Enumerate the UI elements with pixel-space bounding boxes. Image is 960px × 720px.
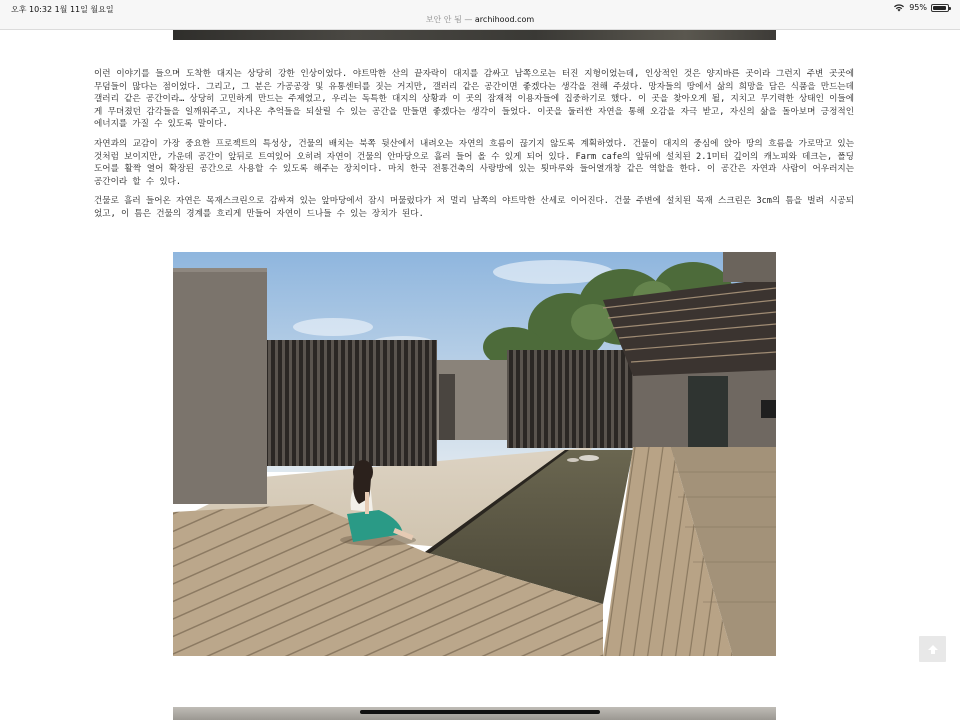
article-body [94, 68, 854, 228]
status-time: 오후 10:32 1월 11일 월요일 [11, 5, 114, 14]
previous-image [173, 30, 776, 40]
home-indicator[interactable] [360, 710, 600, 714]
security-label: 보안 안 됨 — [425, 15, 473, 24]
battery-fill [933, 6, 946, 10]
status-icons [893, 3, 949, 12]
address-domain: archihood.com [474, 15, 535, 24]
status-bar [0, 0, 960, 30]
article-paragraph: 자연과의 교감이 가장 중요한 프로젝트의 특성상, 건물의 배치는 북쪽 뒷산에서 내려오는 자연의 흐름이 끊기지 않도록 계획하였다. 건물이 대지의 중심에 앉아 땅의 흐름을 가로막고 있는 것처럼 보이지만, 가운데 공간이 앞뒤로 트여있어 오히려 자연이 건물의 안마당으로 흘러 들어 올 수 있게 되어 있다. Farm cafe의 앞뒤에 설치된 2.1미터 깊이의 캐노피와 데크는, 폴딩도어를 활짝 열어 확장된 공간으로 사용할 수 있도록 해주는 장치이다. 마치 한국 전통건축의 사랑방에 있는 툇마루와 들어열개창 같은 역할을 한다. 이 공간은 자연과 사람이 어우러지는 공간이라 할 수 있다. [94, 138, 854, 187]
courtyard-photo [173, 252, 776, 656]
battery-icon [931, 4, 949, 12]
address-bar[interactable] [0, 14, 960, 25]
up-arrow-icon [927, 644, 939, 655]
article-paragraph: 이런 이야기를 들으며 도착한 대지는 상당히 강한 인상이었다. 야트막한 산의 끝자락이 대지를 감싸고 남쪽으로는 터진 지형이었는데, 인상적인 것은 양지바른 곳이라 그런지 주변 곳곳에 무덤들이 많다는 점이었다. 그리고, 그 분은 가공공장 및 유통센터를 짓는 거지만, 갤러리 같은 공간이면 좋겠다는 생각을 전해 주셨다. 망자들의 땅에서 삶의 희망을 담은 식품을 만드는데 갤러리 같은 공간이라… 상당히 고민하게 만드는 주제였고, 우리는 독특한 대지의 상황과 이 곳의 잠재적 이용자들에 집중하기로 했다. 이 곳을 찾아오게 될, 지치고 무기력한 상태인 이들에게 무뎌졌던 감각들을 일깨워주고, 지나온 추억들을 되살릴 수 있는 공간을 만들면 좋겠다는 생각이 들었다. 이곳을 둘러싼 자연을 통해 오감을 자극 받고, 자신의 삶을 돌아보며 긍정적인 에너지를 가질 수 있도록 말이다. [94, 69, 854, 130]
wifi-icon [893, 3, 905, 12]
scroll-top-button[interactable] [919, 636, 946, 662]
article-paragraph: 건물로 흘러 들어온 자연은 목재스크린으로 감싸져 있는 앞마당에서 잠시 머물렀다가 저 멀리 남쪽의 야트막한 산세로 이어진다. 건물 주변에 설치된 목재 스크린은 3cm의 틈을 벌려 시공되었고, 이 틈은 건물의 경계를 흐리게 만들어 자연이 드나들 수 있는 장치가 된다. [94, 196, 854, 219]
battery-percent: 95% [909, 3, 927, 12]
